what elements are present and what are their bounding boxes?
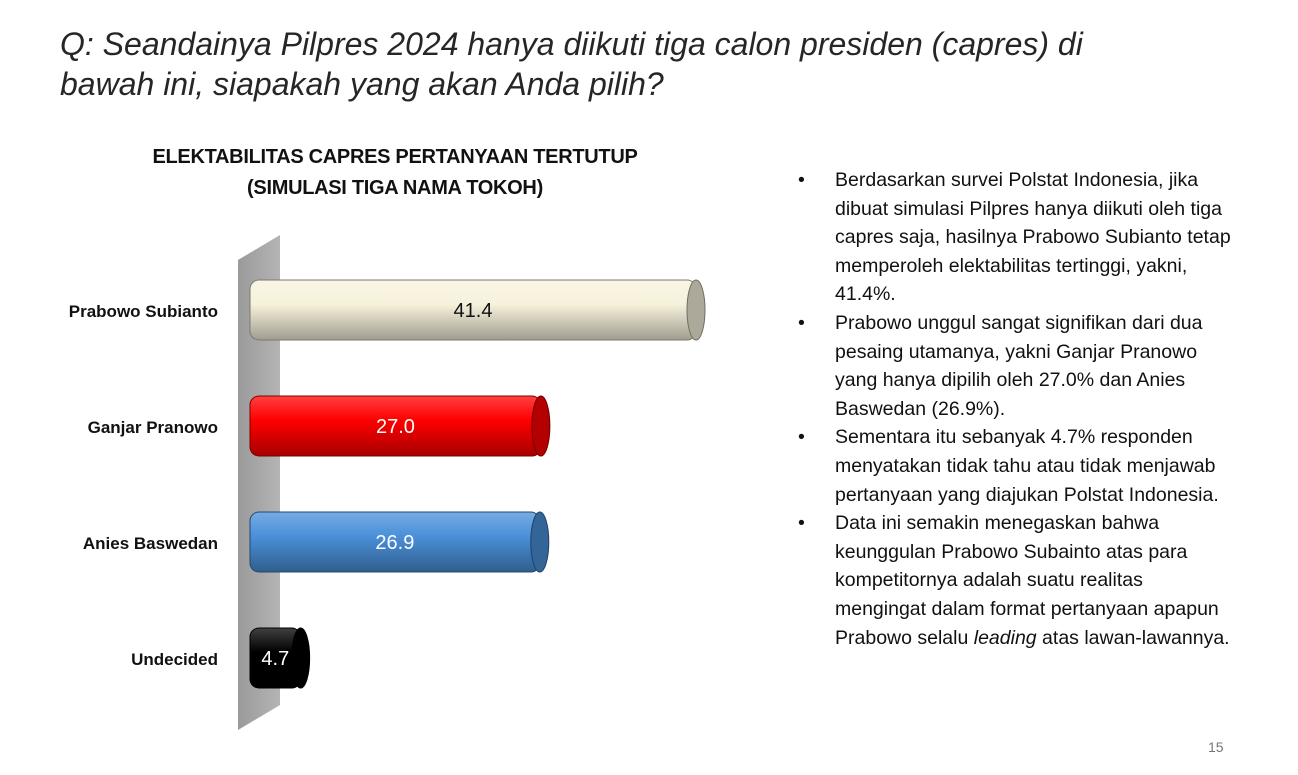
bar-group <box>69 280 705 340</box>
summary-bullets <box>798 166 1238 652</box>
bar-end-cap <box>292 628 310 688</box>
category-label: Ganjar Pranowo <box>87 418 218 437</box>
category-label: Undecided <box>131 650 218 669</box>
bar-group <box>88 396 550 456</box>
data-label: 4.7 <box>261 648 290 670</box>
category-label: Prabowo Subianto <box>68 302 218 321</box>
bullet-item: • Sementara itu sebanyak 4.7% responden menyatakan tidak tahu atau tidak menjawab pertanyaan yang diajukan Polstat Indonesia. <box>798 423 1238 509</box>
chart-title <box>100 142 690 204</box>
bar-end-cap <box>531 512 549 572</box>
bar-group <box>83 512 549 572</box>
data-label: 27.0 <box>375 416 415 438</box>
bar-end-cap <box>532 396 550 456</box>
bullet-item: • Berdasarkan survei Polstat Indonesia, jika dibuat simulasi Pilpres hanya diikuti oleh tiga capres saja, hasilnya Prabowo Subianto tetap memperoleh elektabilitas tertinggi, yakni, 41.4%. <box>798 166 1238 309</box>
bar-end-cap <box>687 280 705 340</box>
bullet-text-before: Data ini semakin menegaskan bahwa keunggulan Prabowo Subainto atas para kompetitornya adalah suatu realitas mengingat dalam format pertanyaan apapun Prabowo selalu <box>835 512 1219 649</box>
question-heading: Q: Seandainya Pilpres 2024 hanya diikuti tiga calon presiden (capres) di bawah ini, siapakah yang akan Anda pilih? <box>60 26 1083 102</box>
bullet-italic: leading <box>973 626 1037 649</box>
data-label: 26.9 <box>375 532 415 554</box>
chart-title-line-2: (SIMULASI TIGA NAMA TOKOH) <box>247 177 543 199</box>
category-label: Anies Baswedan <box>82 534 218 553</box>
bullet-item <box>798 509 1238 652</box>
data-label: 41.4 <box>453 300 493 322</box>
bullet-item: • Prabowo unggul sangat signifikan dari dua pesaing utamanya, yakni Ganjar Pranowo yang hanya dipilih oleh 27.0% dan Anies Baswedan (26.9%). <box>798 309 1238 423</box>
chart-title-line-1: ELEKTABILITAS CAPRES PERTANYAAN TERTUTUP <box>152 146 638 168</box>
bar-chart <box>0 225 760 745</box>
page-number: 15 <box>1208 739 1224 755</box>
bullet-text-after: atas lawan-lawannya. <box>1036 626 1230 649</box>
bar-group <box>131 628 310 688</box>
